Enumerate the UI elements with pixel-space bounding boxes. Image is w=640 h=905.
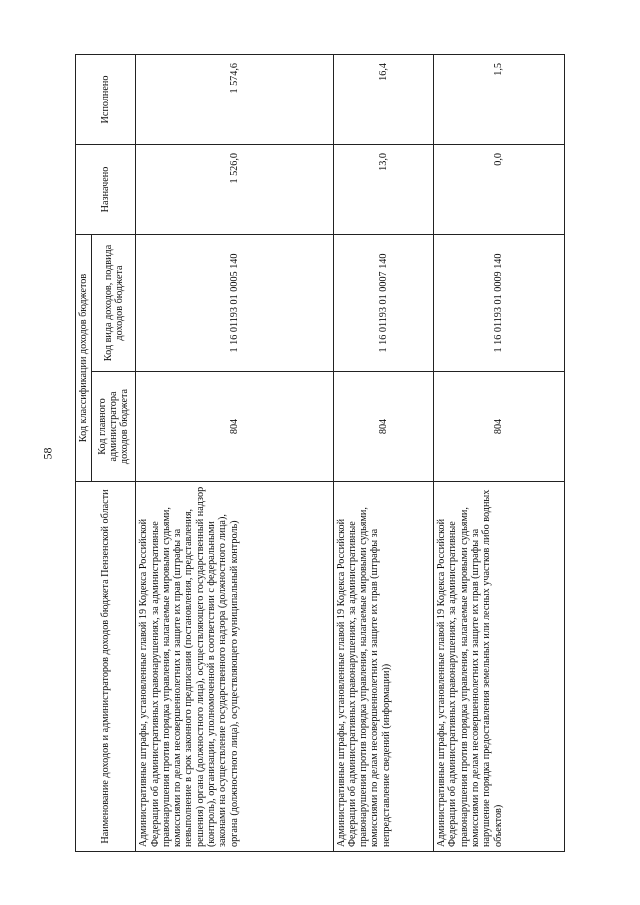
row-income-code: 1 16 01193 01 0009 140 [434, 234, 565, 371]
header-name: Наименование доходов и администраторов доходов бюджета Пензенской области [76, 482, 136, 852]
row-admin-code: 804 [434, 372, 565, 482]
header-classification-group: Код классификации доходов бюджетов [76, 234, 92, 481]
row-executed: 1 574,6 [136, 54, 333, 144]
row-name: Административные штрафы, установленные главой 19 Кодекса Российской Федерации об административных правонарушениях, за административные правонарушения против порядка управления, налагаемые мировыми судьями, комиссиями по делам несовершеннолетних и защите их прав (штрафы за невыполнение в срок законного предписания (постановления, представления, решения) органа (должностного лица), осуществляющего государственный надзор (контроль), организации, уполномоченной в соответствии с федеральными законами на осуществление государственного надзора (должностного лица), органа (должностного лица), осуществляющего муниципальный контроль) [136, 482, 333, 852]
row-admin-code: 804 [333, 372, 434, 482]
row-name: Административные штрафы, установленные главой 19 Кодекса Российской Федерации об административных правонарушениях, за административные правонарушения против порядка управления, налагаемые мировыми судьями, комиссиями по делам несовершеннолетних и защите их прав (штрафы за нарушение порядка предоставления земельных или лесных участков либо водных объектов) [434, 482, 565, 852]
header-executed: Исполнено [76, 54, 136, 144]
row-income-code: 1 16 01193 01 0007 140 [333, 234, 434, 371]
header-assigned: Назначено [76, 144, 136, 234]
table-row [434, 54, 565, 851]
row-assigned: 1 526,0 [136, 144, 333, 234]
page-number: 58 [40, 447, 55, 460]
table-row [333, 54, 434, 851]
header-income-type-code: Код вида доходов, подвида доходов бюджета [92, 234, 136, 371]
revenue-table [75, 54, 565, 852]
row-income-code: 1 16 01193 01 0005 140 [136, 234, 333, 371]
row-assigned: 0,0 [434, 144, 565, 234]
row-admin-code: 804 [136, 372, 333, 482]
row-name: Административные штрафы, установленные главой 19 Кодекса Российской Федерации об административных правонарушениях, за административные правонарушения против порядка управления, налагаемые мировыми судьями, комиссиями по делам несовершеннолетних и защите их прав (штрафы за непредставление сведений (информации)) [333, 482, 434, 852]
rotated-table-wrapper [75, 55, 565, 852]
row-executed: 1,5 [434, 54, 565, 144]
header-admin-code: Код главного администратора доходов бюджета [92, 372, 136, 482]
header-row-1 [76, 54, 92, 851]
row-executed: 16,4 [333, 54, 434, 144]
row-assigned: 13,0 [333, 144, 434, 234]
table-row [136, 54, 333, 851]
